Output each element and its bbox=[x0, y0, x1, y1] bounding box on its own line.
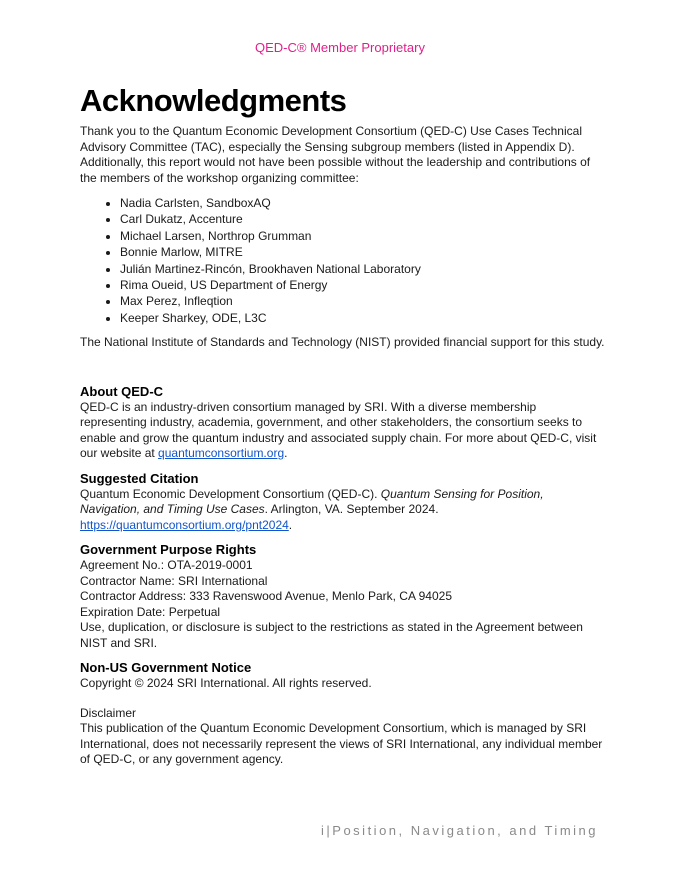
nist-note: The National Institute of Standards and Technology (NIST) provided financial support for this study. bbox=[80, 335, 605, 350]
usage-restriction: Use, duplication, or disclosure is subject to the restrictions as stated in the Agreement between NIST and SRI. bbox=[80, 620, 583, 650]
disclaimer-label: Disclaimer bbox=[80, 705, 137, 720]
notice-heading: Non-US Government Notice bbox=[80, 660, 252, 676]
list-item: • Nadia Carlsten, SandboxAQ bbox=[120, 195, 605, 211]
expiration-date: Expiration Date: Perpetual bbox=[80, 604, 221, 619]
citation-link[interactable]: https://quantumconsortium.org/pnt2024 bbox=[80, 517, 289, 532]
disclaimer-text: This publication of the Quantum Economic Development Consortium, which is managed by SRI International, does not necessarily represent the views of SRI International, any individual member of QED-C, or any government agency. bbox=[80, 721, 603, 767]
copyright-line: Copyright © 2024 SRI International. All rights reserved. bbox=[80, 676, 372, 691]
list-item: • Max Perez, Infleqtion bbox=[120, 293, 605, 309]
about-paragraph: QED-C is an industry-driven consortium managed by SRI. With a diverse membership representing industry, academia, government, and other stakeholders, the consortium seeks to enable and grow the quantum industry and associated supply chain. For more about QED-C, visit our website at quantumconsortium.org. bbox=[80, 399, 597, 461]
contractor-name: Contractor Name: SRI International bbox=[80, 573, 268, 588]
report-title: Quantum Sensing for Position, Navigation, and Timing Use Cases bbox=[80, 486, 544, 517]
website-link[interactable]: quantumconsortium.org bbox=[158, 446, 285, 461]
notice-section bbox=[80, 660, 605, 768]
page-title: Acknowledgments bbox=[80, 83, 347, 118]
about-section bbox=[80, 384, 605, 462]
contractor-address: Contractor Address: 333 Ravenswood Avenue, Menlo Park, CA 94025 bbox=[80, 589, 453, 604]
list-item: • Bonnie Marlow, MITRE bbox=[120, 244, 605, 260]
proprietary-header: QED-C® Member Proprietary bbox=[255, 40, 425, 55]
about-heading: About QED-C bbox=[80, 383, 164, 399]
citation-heading: Suggested Citation bbox=[80, 470, 199, 486]
list-item: • Carl Dukatz, Accenture bbox=[120, 211, 605, 227]
list-item: • Rima Oueid, US Department of Energy bbox=[120, 277, 605, 293]
citation-paragraph: Quantum Economic Development Consortium (QED-C). Quantum Sensing for Position, Navigation, and Timing Use Cases. Arlington, VA. September 2024. https://quantumconsortium.org/pnt2024. bbox=[80, 486, 544, 532]
list-item: • Michael Larsen, Northrop Grumman bbox=[120, 228, 605, 244]
agreement-number: Agreement No.: OTA-2019-0001 bbox=[80, 558, 253, 573]
list-item: • Keeper Sharkey, ODE, L3C bbox=[120, 310, 605, 326]
intro-paragraph: Thank you to the Quantum Economic Development Consortium (QED-C) Use Cases Technical Advisory Committee (TAC), especially the Sensing subgroup members (listed in Appendix D). Additionally, this report would not have been possible without the leadership and contributions of the members of the workshop organizing committee: bbox=[80, 124, 591, 185]
document-body bbox=[80, 84, 605, 768]
rights-heading: Government Purpose Rights bbox=[80, 542, 257, 558]
list-item: • Julián Martinez-Rincón, Brookhaven National Laboratory bbox=[120, 261, 605, 277]
page-footer: i|Position, Navigation, and Timing bbox=[321, 823, 598, 838]
rights-section bbox=[80, 542, 605, 651]
citation-section bbox=[80, 471, 605, 534]
committee-list bbox=[80, 195, 605, 326]
